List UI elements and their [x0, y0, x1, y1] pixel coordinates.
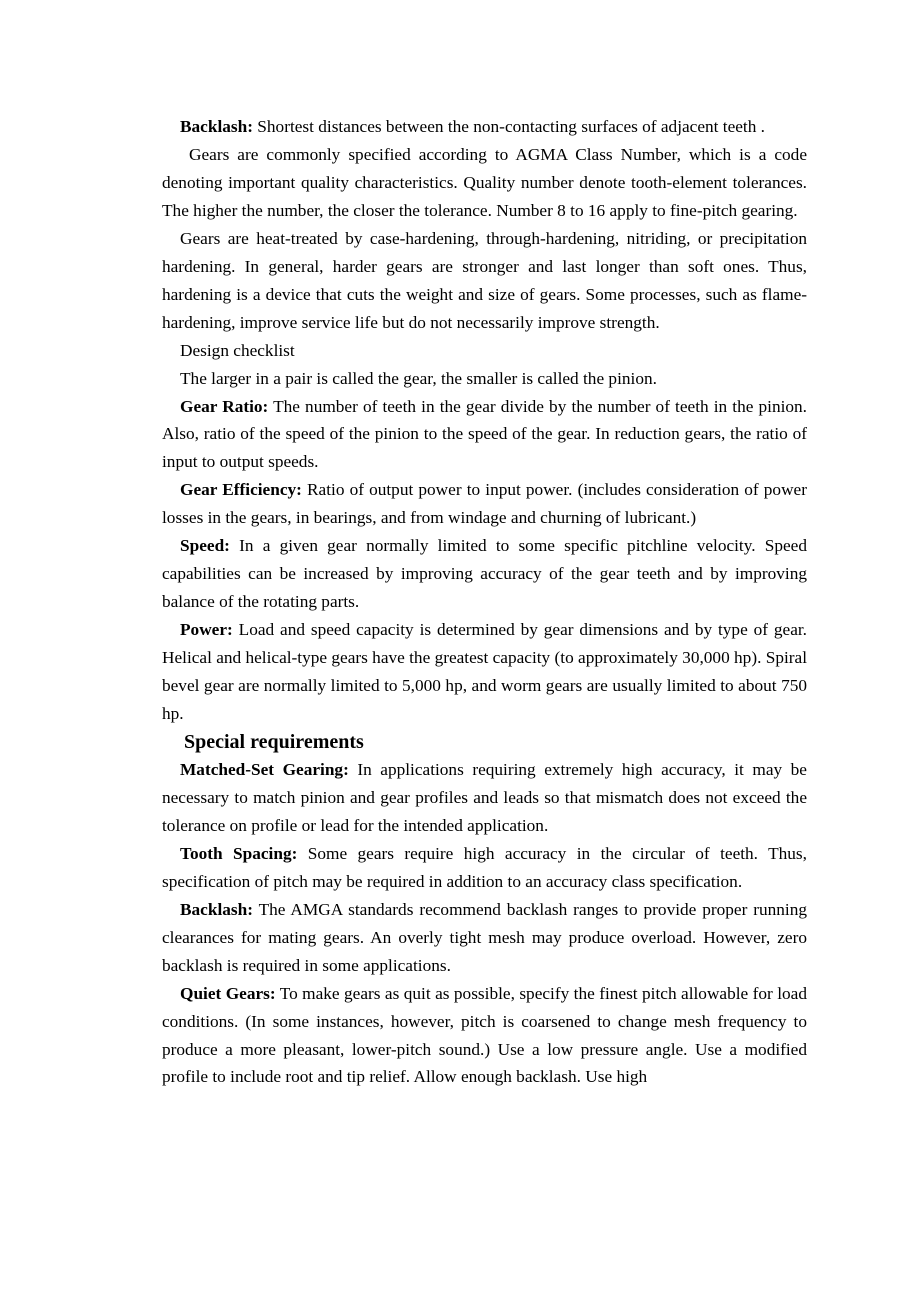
- paragraph-gear-ratio: [162, 393, 807, 477]
- paragraph-text: Gears are commonly specified according to AGMA Class Number, which is a code denoting important quality characteristics. Quality number denote tooth-element tolerances. The higher the number, the closer the tolerance. Number 8 to 16 apply to fine-pitch gearing.: [162, 144, 807, 220]
- paragraph-text: In applications requiring extremely high accuracy, it may be necessary to match pinion and gear profiles and leads so that mismatch does not exceed the tolerance on profile or lead for the intended application.: [162, 759, 807, 835]
- document-page: [162, 113, 807, 1091]
- term-label: Gear Ratio:: [180, 396, 269, 416]
- paragraph-quiet-gears: [162, 980, 807, 1092]
- paragraph-text: Some gears require high accuracy in the circular of teeth. Thus, specification of pitch may be required in addition to an accuracy class specification.: [162, 843, 807, 891]
- term-label: Matched-Set Gearing:: [180, 759, 349, 779]
- paragraph-text: Design checklist: [180, 340, 295, 360]
- paragraph-text: The AMGA standards recommend backlash ranges to provide proper running clearances for mating gears. An overly tight mesh may produce overload. However, zero backlash is required in some applications.: [162, 899, 807, 975]
- term-label: Power:: [180, 620, 233, 640]
- paragraph-power: [162, 616, 807, 728]
- term-label: Gear Efficiency:: [180, 480, 302, 500]
- paragraph-text: Load and speed capacity is determined by gear dimensions and by type of gear. Helical and helical-type gears have the greatest capacity (to approximately 30,000 hp). Spiral bevel gear are normally limited to 5,000 hp, and worm gears are usually limited to about 750 hp.: [162, 620, 807, 724]
- paragraph-text: In a given gear normally limited to some specific pitchline velocity. Speed capabilities can be increased by improving accuracy of the gear teeth and by improving balance of the rotating parts.: [162, 536, 807, 612]
- paragraph-backlash-definition: [162, 113, 807, 141]
- paragraph-text: The larger in a pair is called the gear, the smaller is called the pinion.: [180, 368, 657, 388]
- paragraph-agma-class: [162, 141, 807, 225]
- paragraph-gear-pinion: [162, 365, 807, 393]
- paragraph-text: Gears are heat-treated by case-hardening, through-hardening, nitriding, or precipitation hardening. In general, harder gears are stronger and last longer than soft ones. Thus, hardening is a device that cuts the weight and size of gears. Some processes, such as flame-hardening, improve service life but do not necessarily improve strength.: [162, 228, 807, 332]
- paragraph-speed: [162, 532, 807, 616]
- paragraph-text: The number of teeth in the gear divide by the number of teeth in the pinion. Also, ratio of the speed of the pinion to the speed of the gear. In reduction gears, the ratio of input to output speeds.: [162, 396, 807, 472]
- paragraph-heat-treated: [162, 225, 807, 337]
- term-label: Backlash:: [180, 117, 253, 136]
- term-label: Tooth Spacing:: [180, 843, 298, 863]
- term-label: Quiet Gears:: [180, 983, 276, 1003]
- paragraph-tooth-spacing: [162, 840, 807, 896]
- term-label: Speed:: [180, 536, 230, 556]
- section-heading-special-requirements: Special requirements: [184, 730, 364, 753]
- term-label: Backlash:: [180, 899, 253, 919]
- paragraph-text: Shortest distances between the non-contacting surfaces of adjacent teeth .: [252, 117, 765, 136]
- paragraph-backlash-requirement: [162, 896, 807, 980]
- paragraph-design-checklist: [162, 337, 807, 365]
- paragraph-text: Ratio of output power to input power. (includes consideration of power losses in the gears, in bearings, and from windage and churning of lubricant.): [162, 480, 807, 528]
- paragraph-matched-set-gearing: [162, 756, 807, 840]
- paragraph-gear-efficiency: [162, 476, 807, 532]
- paragraph-text: To make gears as quit as possible, specify the finest pitch allowable for load conditions. (In some instances, however, pitch is coarsened to change mesh frequency to produce a more pleasant, lower-pitch sound.) Use a low pressure angle. Use a modified profile to include root and tip relief. Allow enough backlash. Use high: [162, 983, 807, 1087]
